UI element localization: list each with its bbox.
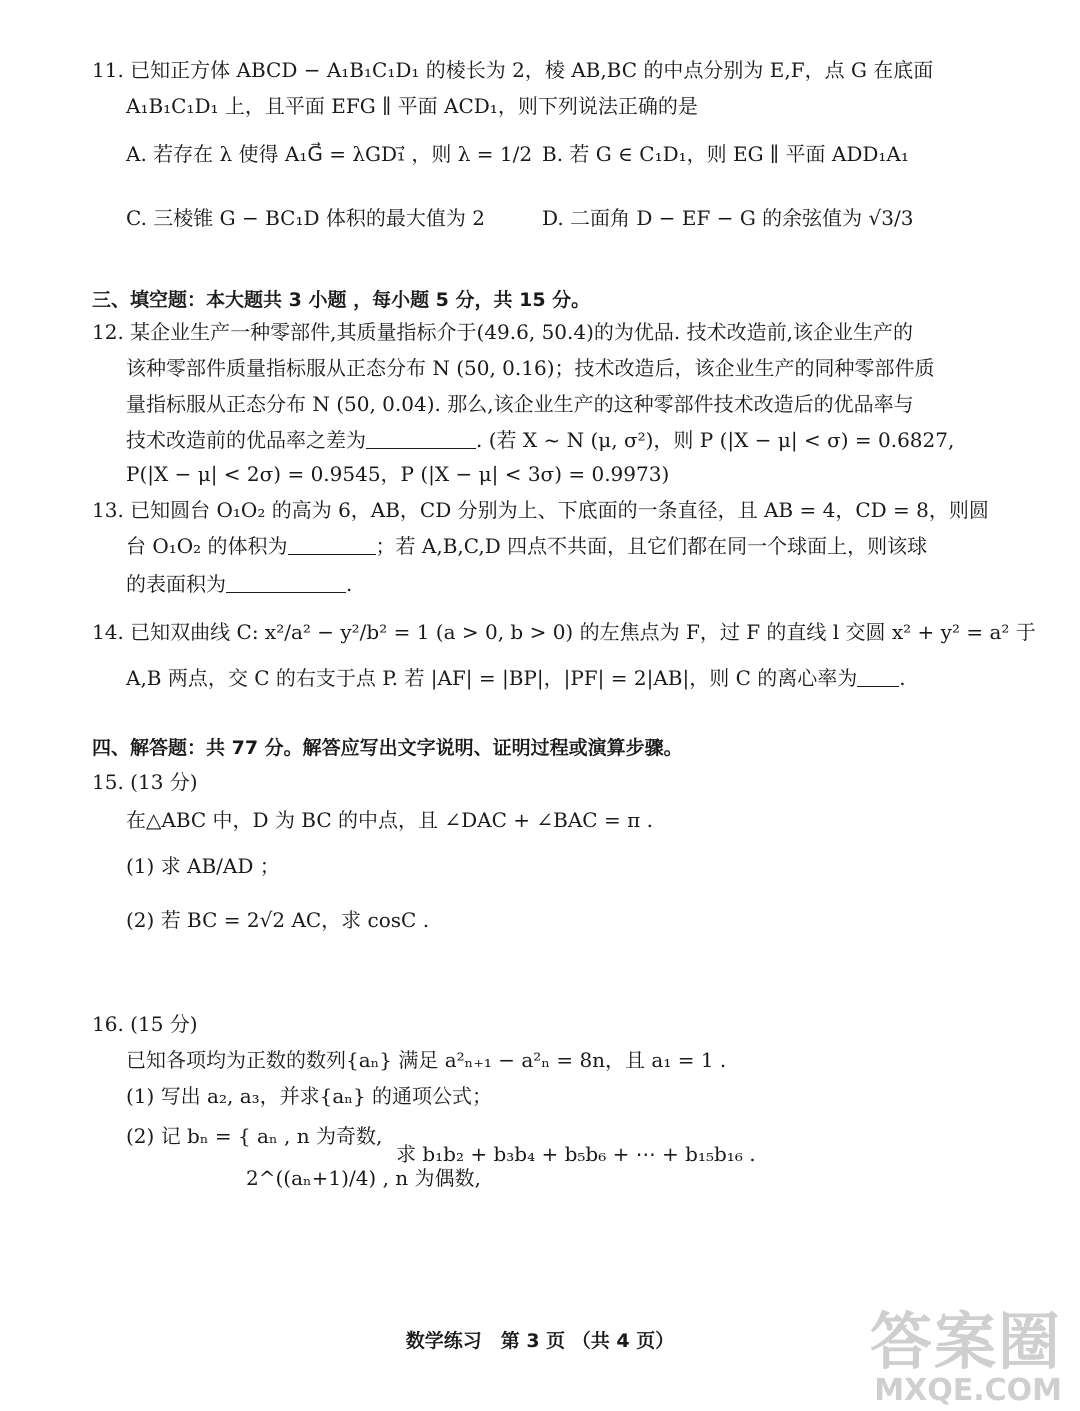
q16-heading: 16. (15 分) bbox=[92, 1012, 198, 1036]
q14-line-2-tail: . bbox=[899, 666, 906, 690]
answer-blank[interactable] bbox=[288, 534, 376, 555]
q12-line-1: 12. 某企业生产一种零部件,其质量指标介于(49.6, 50.4)的为优品. 技术改造前,该企业生产的 bbox=[92, 320, 913, 344]
q15-heading: 15. (13 分) bbox=[92, 770, 198, 794]
q12-line-2: 该种零部件质量指标服从正态分布 N (50, 0.16)；技术改造后，该企业生产的同种零部件质 bbox=[126, 356, 935, 380]
q13-line-2-tail: ；若 A,B,C,D 四点不共面，且它们都在同一个球面上，则该球 bbox=[375, 534, 928, 558]
q16-part-2-case-1: (2) 记 bₙ = { aₙ , n 为奇数, bbox=[126, 1124, 383, 1148]
q13-line-2 bbox=[126, 532, 927, 560]
q12-line-3: 量指标服从正态分布 N (50, 0.04). 那么,该企业生产的这种零部件技术改造后的优品率与 bbox=[126, 392, 914, 416]
answer-blank[interactable] bbox=[857, 666, 899, 687]
q13-line-3-tail: . bbox=[346, 572, 353, 596]
q12-line-5: P(|X − μ| < 2σ) = 0.9545，P (|X − μ| < 3σ) = 0.9973) bbox=[126, 462, 670, 486]
q15-part-1: (1) 求 AB/AD ； bbox=[126, 854, 280, 878]
q11-line-1: 11. 已知正方体 ABCD − A₁B₁C₁D₁ 的棱长为 2，棱 AB,BC 的中点分别为 E,F，点 G 在底面 bbox=[92, 58, 934, 82]
page-footer: 数学练习 第 3 页 （共 4 页） bbox=[405, 1330, 675, 1352]
q14-line-2-text: A,B 两点，交 C 的右支于点 P. 若 |AF| = |BP|，|PF| = 2|AB|，则 C 的离心率为 bbox=[126, 666, 858, 690]
q15-stem: 在△ABC 中，D 为 BC 的中点，且 ∠DAC + ∠BAC = π . bbox=[126, 808, 653, 832]
q12-line-4-text: 技术改造前的优品率之差为 bbox=[126, 428, 366, 452]
section-4-title: 四、解答题：共 77 分。解答应写出文字说明、证明过程或演算步骤。 bbox=[92, 737, 683, 759]
q14-line-2 bbox=[126, 664, 906, 692]
watermark-url: MXQE.COM bbox=[874, 1373, 1062, 1408]
q11-option-c: C. 三棱锥 G − BC₁D 体积的最大值为 2 bbox=[126, 206, 485, 230]
q13-line-3 bbox=[126, 570, 352, 598]
q11-option-a: A. 若存在 λ 使得 A₁G⃗ = λGD₁⃗ ，则 λ = 1/2 bbox=[126, 142, 533, 166]
q11-line-2: A₁B₁C₁D₁ 上，且平面 EFG ∥ 平面 ACD₁，则下列说法正确的是 bbox=[126, 94, 698, 118]
q12-line-4-tail: . (若 X ~ N (μ, σ²)，则 P (|X − μ| < σ) = 0.6827, bbox=[476, 428, 955, 452]
q16-part-2-case-2: 2^((aₙ+1)/4) , n 为偶数, bbox=[246, 1166, 481, 1190]
q16-part-2-sum: 求 b₁b₂ + b₃b₄ + b₅b₆ + ⋯ + b₁₅b₁₆ . bbox=[396, 1142, 756, 1166]
q13-line-2-text: 台 O₁O₂ 的体积为 bbox=[126, 534, 288, 558]
q12-line-4 bbox=[126, 426, 954, 454]
q11-option-d: D. 二面角 D − EF − G 的余弦值为 √3/3 bbox=[542, 206, 914, 230]
answer-blank[interactable] bbox=[226, 572, 346, 593]
answer-blank[interactable] bbox=[366, 428, 476, 449]
watermark-text: 答案圈 bbox=[869, 1305, 1062, 1378]
q15-part-2: (2) 若 BC = 2√2 AC，求 cosC . bbox=[126, 908, 430, 932]
section-3-title: 三、填空题：本大题共 3 小题 ，每小题 5 分，共 15 分。 bbox=[92, 289, 591, 311]
q13-line-3-text: 的表面积为 bbox=[126, 572, 226, 596]
q11-option-b: B. 若 G ∈ C₁D₁，则 EG ∥ 平面 ADD₁A₁ bbox=[542, 142, 909, 166]
q16-part-1: (1) 写出 a₂, a₃，并求{aₙ} 的通项公式； bbox=[126, 1084, 493, 1108]
watermark-logo bbox=[869, 1305, 1062, 1408]
q14-line-1: 14. 已知双曲线 C: x²/a² − y²/b² = 1 (a > 0, b > 0) 的左焦点为 F，过 F 的直线 l 交圆 x² + y² = a² 于 bbox=[92, 620, 1036, 644]
q16-stem: 已知各项均为正数的数列{aₙ} 满足 a²ₙ₊₁ − a²ₙ = 8n，且 a₁ = 1 . bbox=[126, 1048, 727, 1072]
q13-line-1: 13. 已知圆台 O₁O₂ 的高为 6，AB，CD 分别为上、下底面的一条直径，且 AB = 4，CD = 8，则圆 bbox=[92, 498, 989, 522]
